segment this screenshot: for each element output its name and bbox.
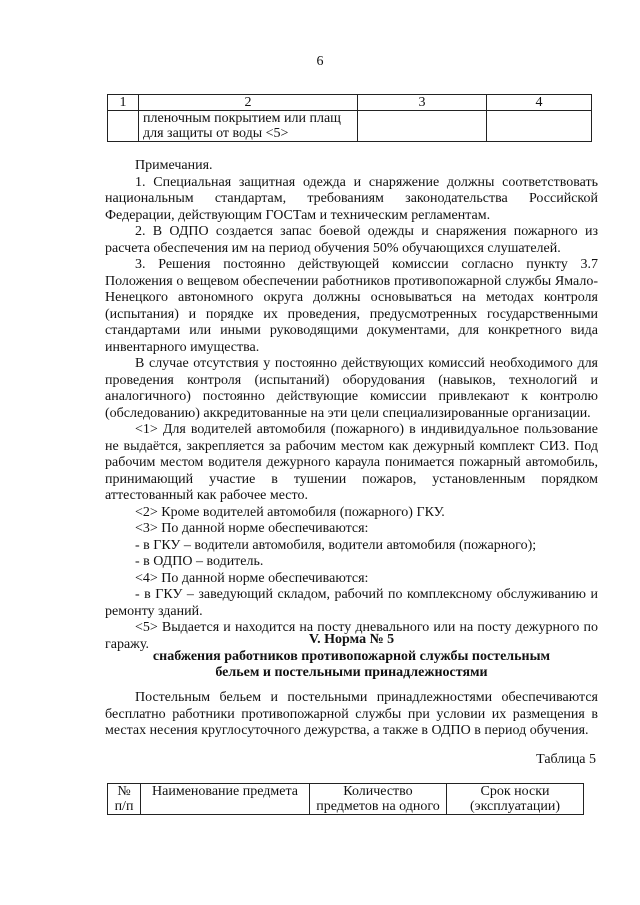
note-paragraph: 1. Специальная защитная одежда и снаряжение должны соответствовать национальным стандартам, требованиям законодательства Российской Федерации, действующим ГОСТам и техническим регламентам. bbox=[105, 174, 598, 223]
note-paragraph: <2> Кроме водителей автомобиля (пожарного) ГКУ. bbox=[135, 504, 445, 520]
notes-block bbox=[105, 158, 598, 653]
table-header-cell: Количество предметов на одного bbox=[310, 784, 447, 815]
table-caption: Таблица 5 bbox=[536, 752, 596, 767]
page-number: 6 bbox=[316, 54, 324, 69]
note-paragraph: - в ОДПО – водитель. bbox=[135, 554, 264, 569]
table-header-cell: Срок носки (эксплуатации) bbox=[447, 784, 584, 815]
table-header-cell: Наименование предмета bbox=[141, 784, 310, 815]
note-paragraph: <4> По данной норме обеспечиваются: bbox=[135, 570, 369, 586]
table-header-cell: 1 bbox=[108, 95, 139, 111]
table-cell bbox=[487, 111, 592, 142]
table-row bbox=[108, 111, 592, 142]
section-title-line: снабжения работников противопожарной службы постельным bbox=[152, 648, 551, 664]
section-paragraph: Постельным бельем и постельными принадлежностями обеспечиваются бесплатно работники противопожарной службы при условии их размещения в местах несения круглосуточного дежурства, а также в ОДПО в период обучения. bbox=[105, 690, 598, 738]
note-paragraph: 2. В ОДПО создается запас боевой одежды и снаряжения пожарного из расчета обеспечения им на период обучения 50% обучающихся слушателей. bbox=[105, 224, 598, 256]
continuation-table bbox=[107, 94, 592, 142]
note-paragraph: В случае отсутствия у постоянно действующих комиссий необходимого для проведения контроля (испытаний) оборудования (навыков, технологий и аналогичного) постоянно действующие комиссии привлекают к контролю (обследованию) аккредитованные на эти цели специализированные организации. bbox=[105, 356, 598, 421]
note-paragraph: <3> По данной норме обеспечиваются: bbox=[135, 521, 369, 536]
note-paragraph: <1> Для водителей автомобиля (пожарного) в индивидуальное пользование не выдаётся, закрепляется за рабочим местом как дежурный комплект СИЗ. Под рабочим местом водителя дежурного караула понимается пожарный автомобиль, принимающий участие в тушении пожаров, установленным порядком аттестованный как рабочее место. bbox=[105, 422, 598, 503]
table-header-row bbox=[108, 784, 584, 815]
note-paragraph: <5> Выдается и находится на посту дневального или на посту дежурного по гаражу. bbox=[105, 620, 598, 652]
section-title-line: бельем и постельными принадлежностями bbox=[215, 665, 488, 680]
section-title-line: V. Норма № 5 bbox=[308, 632, 395, 647]
table-cell: пленочным покрытием или плащ для защиты от воды <5> bbox=[139, 111, 358, 142]
table-header-cell: 2 bbox=[139, 95, 358, 111]
notes-heading: Примечания. bbox=[135, 158, 213, 173]
note-paragraph: - в ГКУ – заведующий складом, рабочий по комплексному обслуживанию и ремонту зданий. bbox=[105, 587, 598, 619]
note-paragraph: 3. Решения постоянно действующей комиссии согласно пункту 3.7 Положения о вещевом обеспечении работников противопожарной службы Ямало-Ненецкого автономного округа должны основываться на методах контроля (испытания) и порядке их проведения, предусмотренных государственными стандартами или иными руководящими документами, для конкретного вида инвентарного имущества. bbox=[105, 257, 598, 355]
table-5 bbox=[107, 783, 584, 815]
table-header-cell: 4 bbox=[487, 95, 592, 111]
section-body bbox=[105, 690, 598, 740]
table-cell bbox=[108, 111, 139, 142]
table-cell bbox=[358, 111, 487, 142]
table-header-cell: 3 bbox=[358, 95, 487, 111]
table-header-cell: № п/п bbox=[108, 784, 141, 815]
section-title bbox=[105, 632, 598, 682]
note-paragraph: - в ГКУ – водители автомобиля, водители автомобиля (пожарного); bbox=[135, 537, 537, 553]
table-header-row bbox=[108, 95, 592, 111]
